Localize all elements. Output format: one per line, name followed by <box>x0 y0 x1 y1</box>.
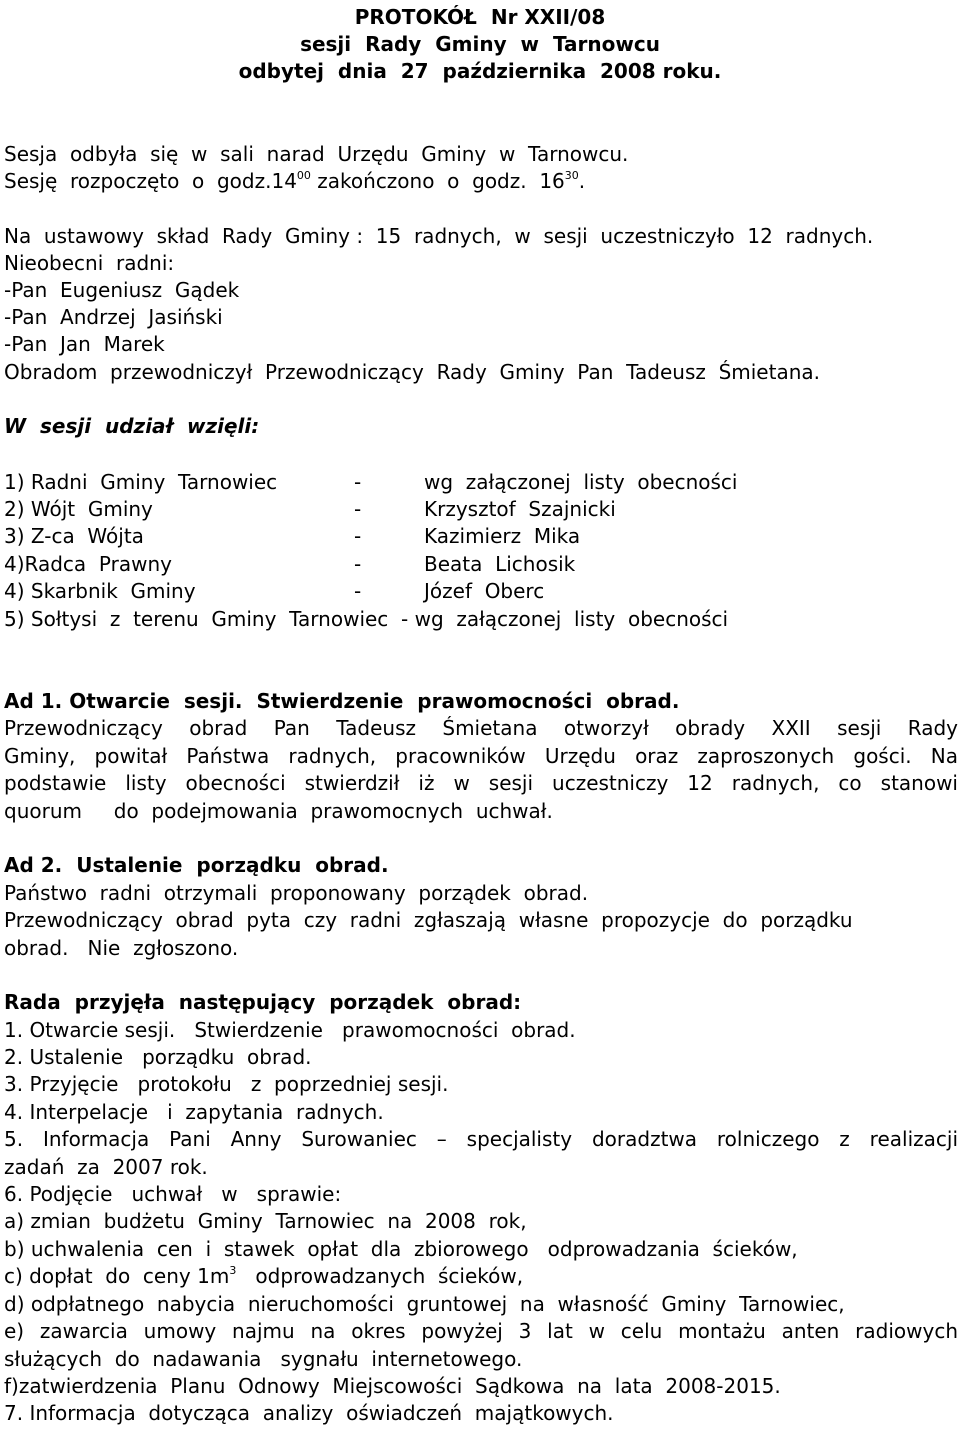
participant-dash: - <box>354 470 362 494</box>
participant-role: 3) Z-ca Wójta <box>4 524 144 548</box>
absent-label: Nieobecni radni: <box>4 251 175 275</box>
agenda-subitem: b) uchwalenia cen i stawek opłat dla zbiorowego odprowadzania ścieków, <box>4 1237 798 1261</box>
session-time: Sesję rozpoczęto o $godz.14^{00}$ zakończono o godz. $16^{30}$. <box>4 169 586 193</box>
agenda-subitem: d) odpłatnego nabycia nieruchomości gruntowej na własność Gminy Tarnowiec, <box>4 1292 845 1316</box>
participant-dash: - <box>354 524 362 548</box>
ad2-line: Państwo radni otrzymali proponowany porządek obrad. <box>4 881 589 905</box>
chairman-statement: Obradom przewodniczył Przewodniczący Rady Gminy Pan Tadeusz Śmietana. <box>4 360 820 384</box>
participant-role: 4)Radca Prawny <box>4 552 172 576</box>
participant-name: wg załączonej listy obecności <box>424 470 738 494</box>
ad1-paragraph-line: podstawie listy obecności stwierdził iż w sesji uczestniczy 12 radnych, co stanowi <box>4 771 958 795</box>
agenda-item: 5. Informacja Pani Anny Surowaniec – specjalisty doradztwa rolniczego z realizacji <box>4 1127 958 1151</box>
agenda-item: 3. Przyjęcie protokołu z poprzedniej sesji. <box>4 1072 449 1096</box>
title-line-2: sesji Rady Gminy w Tarnowcu <box>300 32 660 56</box>
agenda-subitem: a) zmian budżetu Gminy Tarnowiec na 2008 rok, <box>4 1209 527 1233</box>
agenda-heading: Rada przyjęła następujący porządek obrad: <box>4 990 522 1014</box>
participant-soltysi: 5) Sołtysi z terenu Gminy Tarnowiec - wg załączonej listy obecności <box>4 607 729 631</box>
agenda-subitem: c) dopłat do ceny $1m^3$ odprowadzanych ścieków, <box>4 1264 524 1288</box>
agenda-item-continuation: zadań za 2007 rok. <box>4 1155 208 1179</box>
council-composition: Na ustawowy skład Rady Gminy : 15 radnych, w sesji uczestniczyło 12 radnych. <box>4 224 874 248</box>
agenda-subitem-continuation: służących do nadawania sygnału internetowego. <box>4 1347 523 1371</box>
participant-dash: - <box>354 552 362 576</box>
ad2-heading: Ad 2. Ustalenie porządku obrad. <box>4 853 389 877</box>
ad1-heading: Ad 1. Otwarcie sesji. Stwierdzenie prawomocności obrad. <box>4 689 680 713</box>
participant-dash: - <box>354 579 362 603</box>
document-title <box>0 4 960 85</box>
agenda-item: 4. Interpelacje i zapytania radnych. <box>4 1100 384 1124</box>
ad1-paragraph-line: Gminy, powitał Państwa radnych, pracowników Urzędu oraz zaproszonych gości. Na <box>4 744 958 768</box>
absent-item: -Pan Jan Marek <box>4 332 165 356</box>
ad1-paragraph-line: Przewodniczący obrad Pan Tadeusz Śmietana otworzył obrady XXII sesji Rady <box>4 716 958 740</box>
participant-dash: - <box>354 497 362 521</box>
agenda-subitem: f)zatwierdzenia Planu Odnowy Miejscowości Sądkowa na lata 2008-2015. <box>4 1374 781 1398</box>
participant-name: Beata Lichosik <box>424 552 576 576</box>
participant-role: 2) Wójt Gminy <box>4 497 153 521</box>
agenda-item: 2. Ustalenie porządku obrad. <box>4 1045 312 1069</box>
agenda-item: 6. Podjęcie uchwał w sprawie: <box>4 1182 342 1206</box>
session-place: Sesja odbyła się w sali narad Urzędu Gminy w Tarnowcu. <box>4 142 629 166</box>
absent-item: -Pan Eugeniusz Gądek <box>4 278 240 302</box>
ad2-line: obrad. Nie zgłoszono. <box>4 936 239 960</box>
title-line-1: PROTOKÓŁ Nr XXII/08 <box>354 5 606 29</box>
agenda-subitem: e) zawarcia umowy najmu na okres powyżej 3 lat w celu montażu anten radiowych <box>4 1319 958 1343</box>
participant-name: Kazimierz Mika <box>424 524 581 548</box>
participants-heading: W sesji udział wzięli: <box>4 414 260 438</box>
participant-role: 4) Skarbnik Gminy <box>4 579 196 603</box>
participant-name: Krzysztof Szajnicki <box>424 497 616 521</box>
ad1-paragraph-line: quorum do podejmowania prawomocnych uchwał. <box>4 799 553 823</box>
participant-role: 1) Radni Gminy Tarnowiec <box>4 470 278 494</box>
agenda-item: 1. Otwarcie sesji. Stwierdzenie prawomocności obrad. <box>4 1018 576 1042</box>
absent-item: -Pan Andrzej Jasiński <box>4 305 223 329</box>
participant-name: Józef Oberc <box>424 579 545 603</box>
ad2-line: Przewodniczący obrad pyta czy radni zgłaszają własne propozycje do porządku <box>4 908 853 932</box>
agenda-item: 7. Informacja dotycząca analizy oświadczeń majątkowych. <box>4 1401 614 1425</box>
title-line-3: odbytej dnia 27 października 2008 roku. <box>238 59 722 83</box>
